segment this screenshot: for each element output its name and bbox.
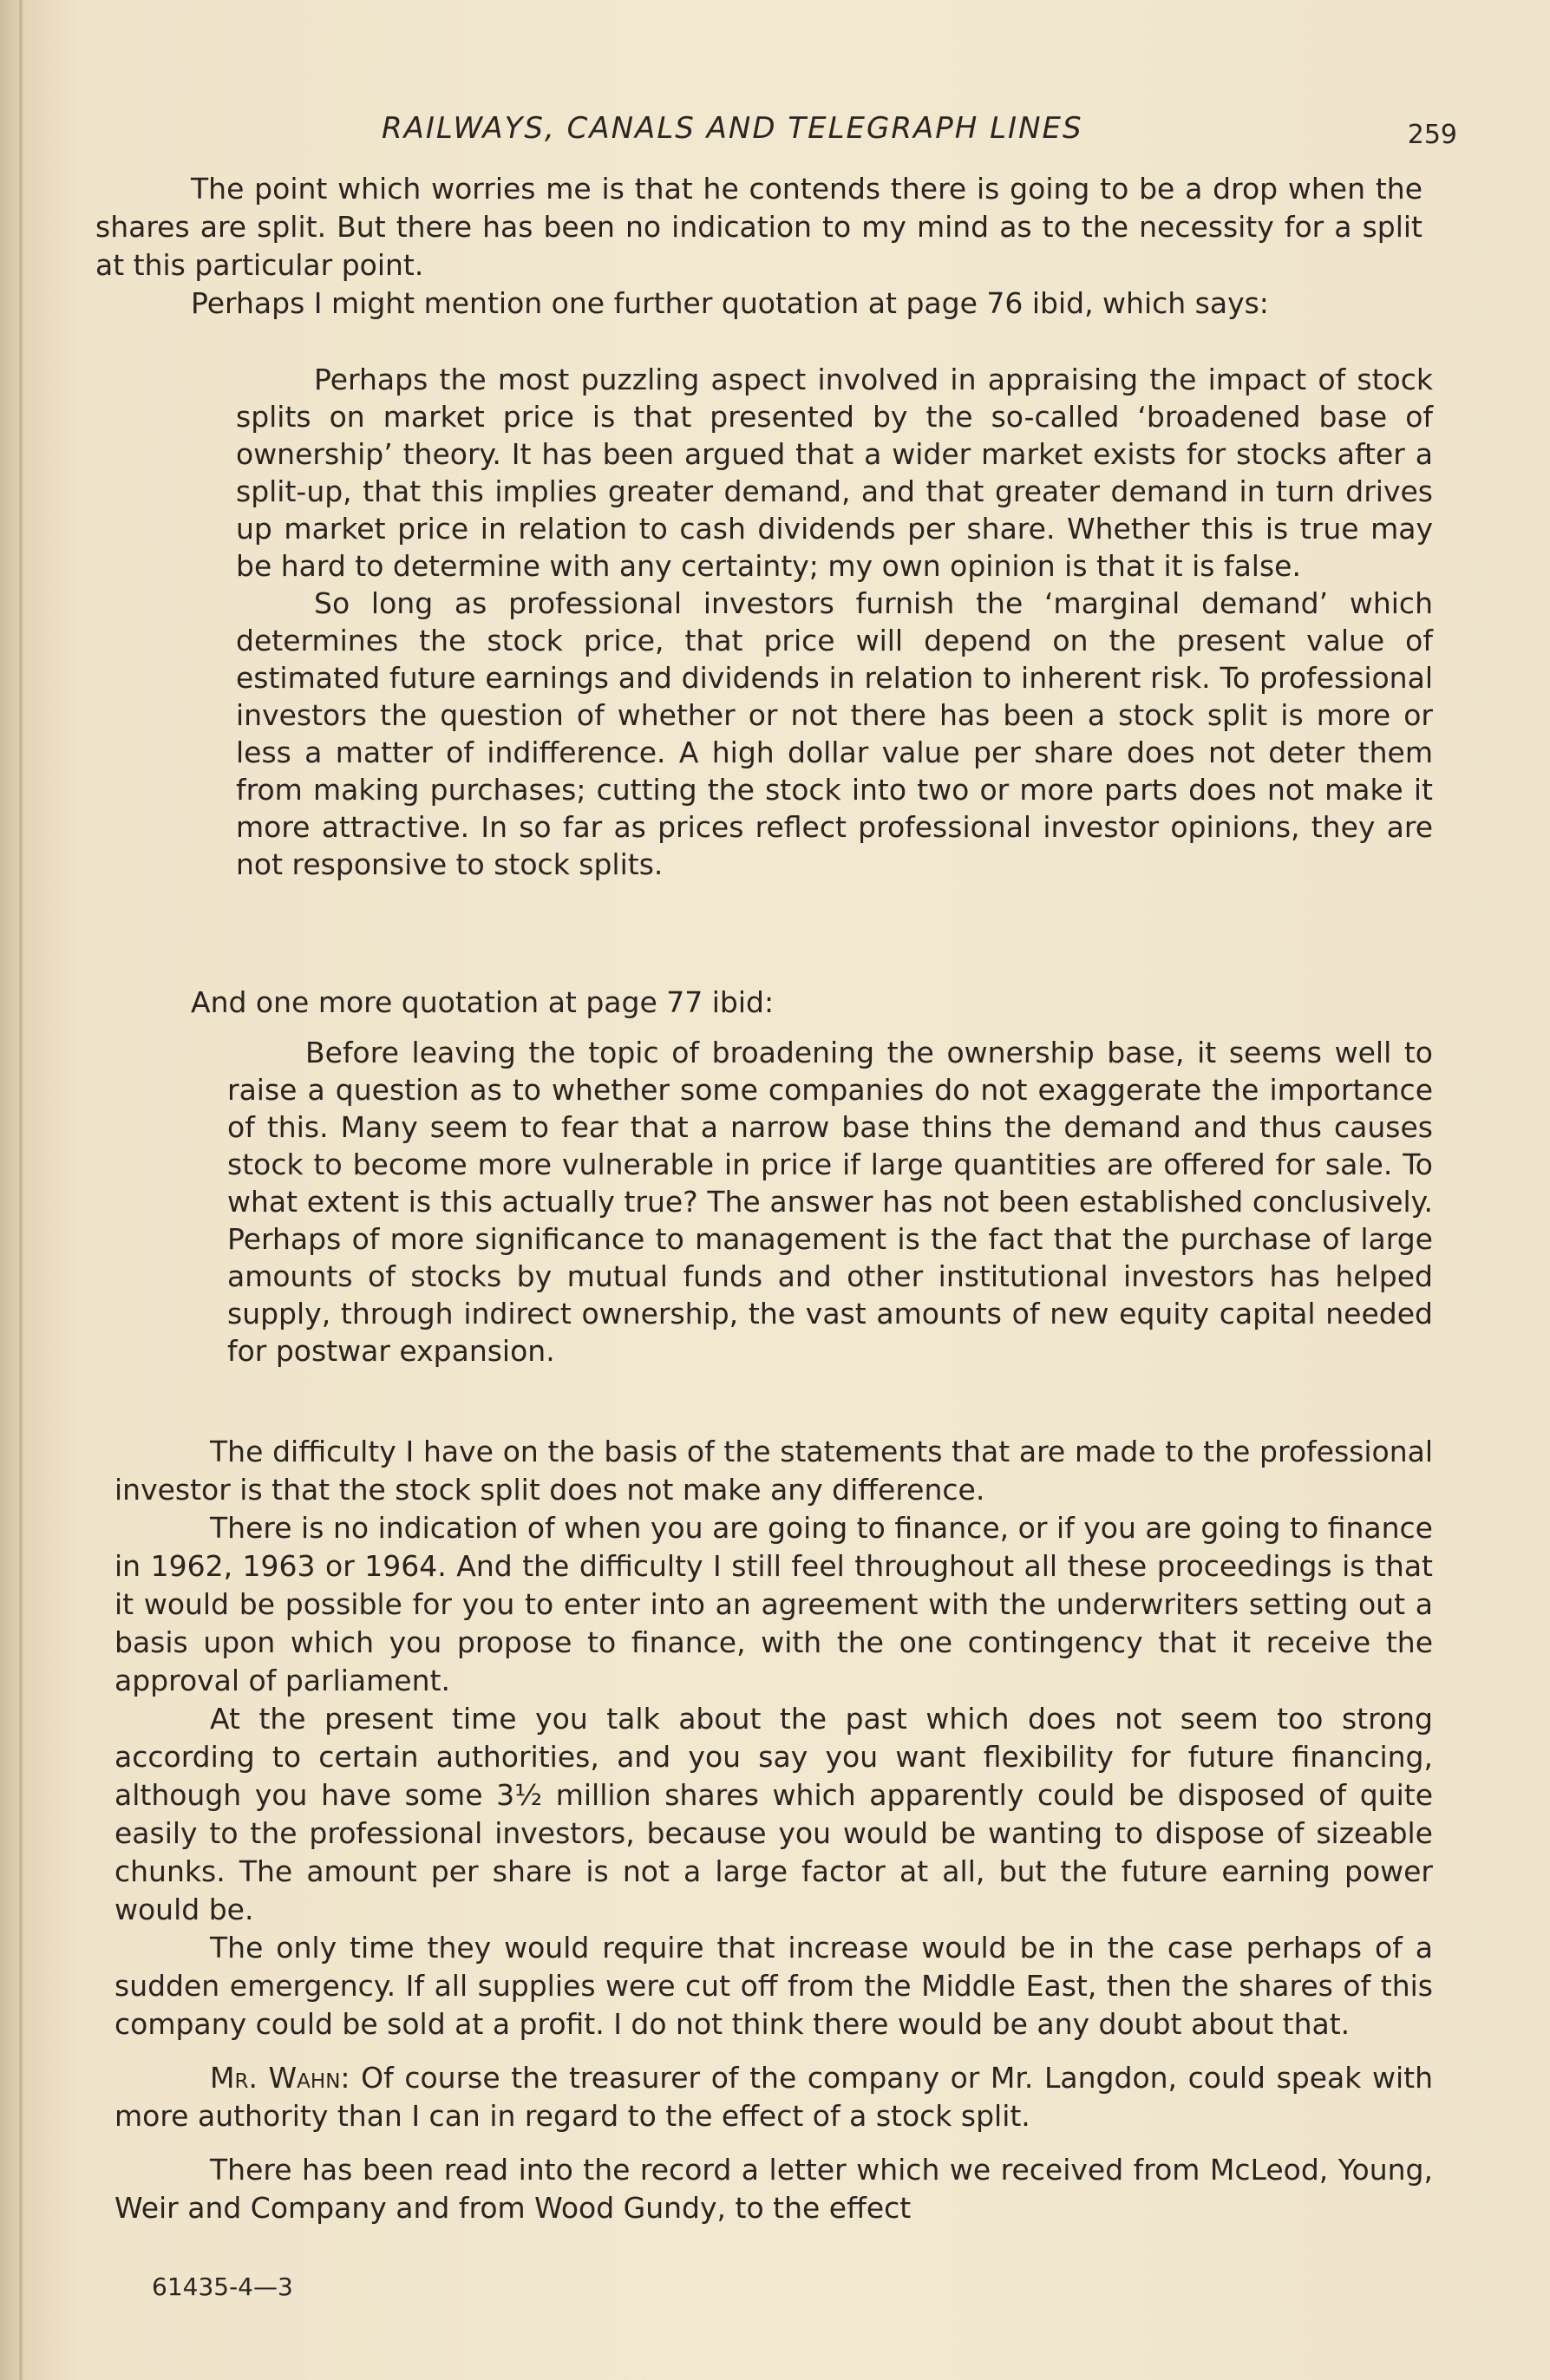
paragraph-5: There is no indication of when you are going to finance, or if you are going to finance in 1962, 1963 or 1964. And the difficulty I still feel throughout all these proceedings is that it would be possible for you to enter into an agreement with the underwriters setting out a basis upon which you propose to finance, with the one contingency that it receive the approval of parliament.	[114, 1511, 1433, 1697]
paragraph-4: The difficulty I have on the basis of the statements that are made to the professional investor is that the stock split does not make any difference.	[114, 1435, 1433, 1507]
page-header	[382, 111, 1457, 163]
paragraph-2: Perhaps I might mention one further quotation at page 76 ibid, which says:	[191, 286, 1269, 320]
paragraph-3: And one more quotation at page 77 ibid:	[191, 985, 775, 1019]
quotation-1-paragraph-b: So long as professional investors furnish the ‘marginal demand’ which determines the stock price, that price will depend on the present value of estimated future earnings and dividends in relation to inherent risk. To professional investors the question of whether or not there has been a stock split is more or less a matter of indifference. A high dollar value per share does not deter them from making purchases; cutting the stock into two or more parts does not make it more attractive. In so far as prices reflect professional investor opinions, they are not responsive to stock splits.	[236, 586, 1433, 881]
closing-paragraphs	[114, 1433, 1433, 2227]
paragraph-8	[114, 2059, 1433, 2135]
opening-paragraphs	[95, 170, 1422, 323]
quotation-2-paragraph: Before leaving the topic of broadening the ownership base, it seems well to raise a question as to whether some companies do not exaggerate the importance of this. Many seem to fear that a narrow base thins the demand and thus causes stock to become more vulnerable in price if large quantities are offered for sale. To what extent is this actually true? The answer has not been established conclusively. Perhaps of more significance to management is the fact that the purchase of large amounts of stocks by mutual funds and other institutional investors has helped supply, through indirect ownership, the vast amounts of new equity capital needed for postwar expansion.	[227, 1036, 1433, 1368]
paragraph-1: The point which worries me is that he contends there is going to be a drop when the shares are split. But there has been no indication to my mind as to the necessity for a split at this particular point.	[95, 172, 1422, 282]
page-number: 259	[1407, 120, 1457, 150]
paragraph-7: The only time they would require that increase would be in the case perhaps of a sudden emergency. If all supplies were cut off from the Middle East, then the shares of this company could be sold at a profit. I do not think there would be any doubt about that.	[114, 1931, 1433, 2041]
printer-code: 61435-4—3	[152, 2272, 293, 2301]
intro-quotation-2	[191, 984, 1431, 1022]
paragraph-8-text: Of course the treasurer of the company or Mr. Langdon, could speak with more authority than I can in regard to the effect of a stock split.	[114, 2061, 1433, 2133]
running-title: RAILWAYS, CANALS AND TELEGRAPH LINES	[382, 111, 1083, 146]
speaker-name: Mr. Wahn:	[210, 2061, 350, 2095]
paragraph-9: There has been read into the record a letter which we received from McLeod, Young, Weir and Company and from Wood Gundy, to the effect	[114, 2153, 1433, 2225]
quotation-1-paragraph-a: Perhaps the most puzzling aspect involved in appraising the impact of stock splits on market price is that presented by the so-called ‘broadened base of ownership’ theory. It has been argued that a wider market exists for stocks after a split-up, that this implies greater demand, and that greater demand in turn drives up market price in relation to cash dividends per share. Whether this is true may be hard to determine with any certainty; my own opinion is that it is false.	[236, 363, 1433, 583]
quotation-1	[236, 361, 1433, 883]
quotation-2	[227, 1034, 1433, 1370]
paragraph-6: At the present time you talk about the past which does not seem too strong according to certain authorities, and you say you want flexibility for future financing, although you have some 3½ million shares which apparently could be disposed of quite easily to the professional investors, because you would be wanting to dispose of sizeable chunks. The amount per share is not a large factor at all, but the future earning power would be.	[114, 1702, 1433, 1926]
